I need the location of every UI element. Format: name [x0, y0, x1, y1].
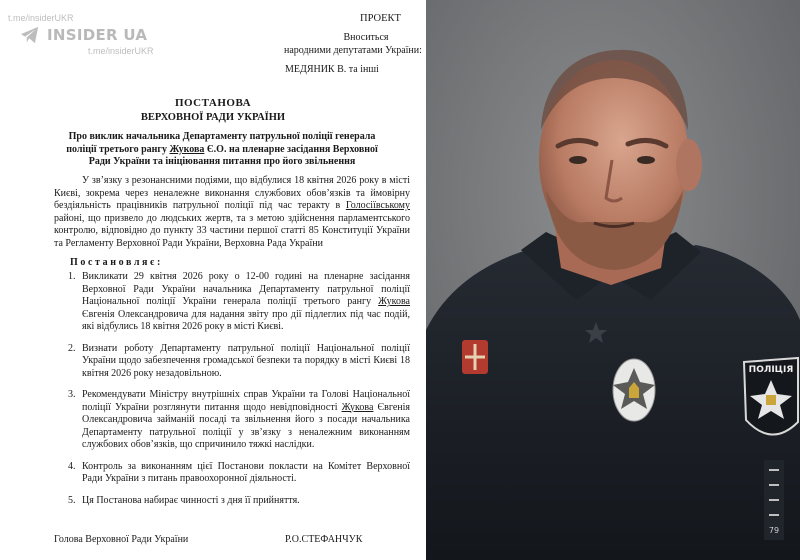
- list-item: [68, 271, 410, 334]
- list-item: [68, 495, 410, 508]
- telegram-icon: [20, 26, 40, 44]
- item-number: 1.: [68, 271, 76, 282]
- project-label: ПРОЕКТ: [360, 13, 401, 24]
- watermark-brand: [20, 26, 147, 44]
- item-text: Євгенія Олександровича для надання звіту про дії підлеглих під час подій, які відбулись 18 квітня 2026 року в місті Києві.: [82, 308, 410, 332]
- police-badge-icon: [613, 359, 655, 421]
- watermark-bottom-handle: t.me/insiderUKR: [88, 46, 154, 56]
- sleeve-number: 79: [768, 526, 780, 535]
- officer-portrait: [426, 0, 800, 560]
- item-number: 5.: [68, 494, 76, 506]
- document-issuer: ВЕРХОВНОЇ РАДИ УКРАЇНИ: [140, 112, 286, 123]
- submitted-line-1: Вноситься: [343, 32, 389, 43]
- sleeve-stripe: [764, 460, 784, 540]
- item-name: Жукова: [341, 401, 374, 413]
- item-text: Рекомендувати Міністру внутрішніх справ України та Голові Національної поліції України розглянути питання щодо невідповідності: [82, 389, 410, 413]
- authors: МЕДЯНИК В. та інші: [285, 64, 379, 75]
- item-number: 3.: [68, 389, 76, 400]
- list-item: [68, 461, 410, 486]
- preamble-text-1: У зв’язку з резонансними подіями, що відбулися 18 квітня 2026 року в місті Києві, зокрема через неналежне виконання службових обов’язків та ймовірну бездіяльність працівників патрульної поліції під час теракту в: [54, 175, 410, 211]
- signer-name: Р.О.СТЕФАНЧУК: [285, 534, 363, 545]
- resolution-items: [68, 271, 410, 516]
- subject-text-1: Про виклик начальника Департаменту патрульної поліції генерала поліції третього рангу: [66, 131, 376, 155]
- list-item: [68, 389, 410, 452]
- portrait-photo: [426, 0, 800, 560]
- red-cross-badge: [462, 340, 488, 374]
- item-text: Викликати 29 квітня 2026 року о 12-00 годині на пленарне засідання Верховної Ради України начальника Департаменту патрульної поліції Національної поліції України генерала поліції третього рангу: [82, 271, 410, 307]
- subject-text-2: Є.О. на пленарне засідання Верховної Ради України та ініціювання питання про його звільнення: [88, 143, 378, 167]
- watermark-brand-name: INSIDER UA: [47, 26, 148, 44]
- signer-title: Голова Верховної Ради України: [54, 534, 189, 545]
- subject-name: Жукова: [169, 143, 205, 155]
- document-subject: [62, 131, 382, 169]
- document-title: ПОСТАНОВА: [174, 97, 252, 109]
- list-item: [68, 343, 410, 381]
- item-text: Євгенія Олександровича займаній посаді та звільнення його з посади начальника Департаменту патрульної поліції у зв’язку з неналежним виконанням службових обов’язків, що спричинило тяжкі наслідки.: [82, 401, 410, 450]
- preamble-text-2: районі, що призвело до людських жертв, та з метою здійснення парламентського контролю, відповідно до пункту 33 частини першої статті 85 Конституції України та Регламенту Верховної Ради України, Верховна Рада України: [54, 212, 410, 249]
- sleeve-patch: [744, 358, 798, 435]
- preamble: [54, 175, 410, 250]
- chest-patch-text: ПОЛІЦІЯ: [748, 365, 794, 375]
- item-number: 4.: [68, 460, 76, 472]
- item-name: Жукова: [378, 296, 410, 307]
- item-text: Ця Постанова набирає чинності з дня її прийняття.: [82, 494, 300, 506]
- resolves-label: Постановляє:: [70, 257, 163, 268]
- submitted-line-2: народними депутатами України:: [284, 45, 422, 56]
- watermark-top-handle: t.me/insiderUKR: [8, 13, 74, 23]
- preamble-district: Голосіївському: [345, 200, 410, 211]
- item-number: 2.: [68, 342, 76, 354]
- item-text: Визнати роботу Департаменту патрульної поліції Національної поліції України щодо забезпечення громадської безпеки та порядку в місті Києві 18 квітня 2026 року незадовільною.: [82, 342, 410, 379]
- item-text: Контроль за виконанням цієї Постанови покласти на Комітет Верховної Ради України з питань правоохоронної діяльності.: [82, 460, 410, 484]
